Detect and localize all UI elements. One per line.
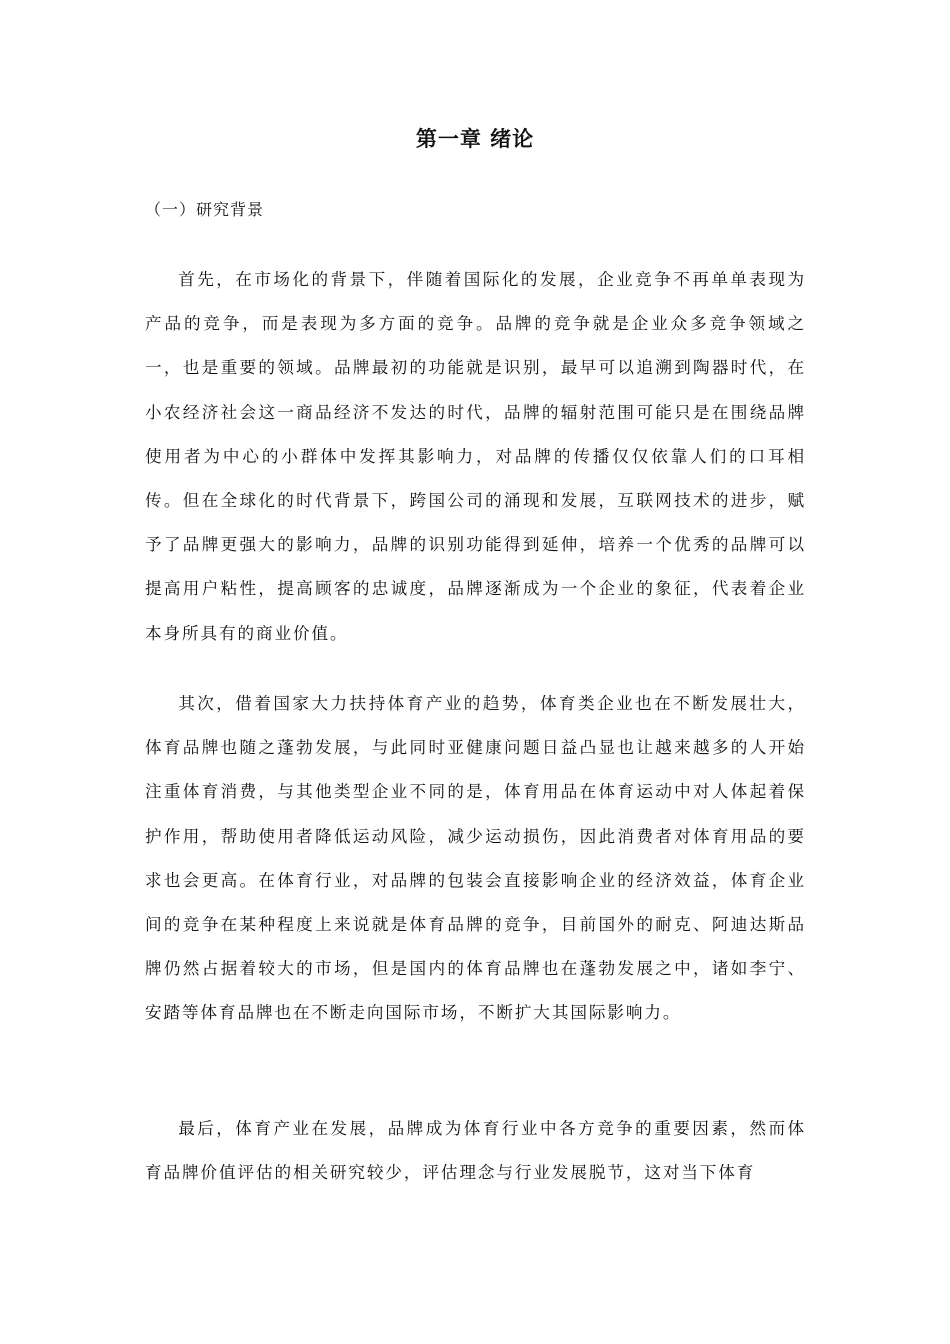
body-paragraph: 首先，在市场化的背景下，伴随着国际化的发展，企业竞争不再单单表现为产品的竞争，而是表现为多方面的竞争。品牌的竞争就是企业众多竞争领域之一，也是重要的领域。品牌最初的功能就是识别，最早可以追溯到陶器时代，在小农经济社会这一商品经济不发达的时代，品牌的辐射范围可能只是在围绕品牌使用者为中心的小群体中发挥其影响力，对品牌的传播仅仅依靠人们的口耳相传。但在全球化的时代背景下，跨国公司的涌现和发展，互联网技术的进步，赋予了品牌更强大的影响力，品牌的识别功能得到延伸，培养一个优秀的品牌可以提高用户粘性，提高顾客的忠诚度，品牌逐渐成为一个企业的象征，代表着企业本身所具有的商业价值。 [145,270,806,643]
body-paragraph: 其次，借着国家大力扶持体育产业的趋势，体育类企业也在不断发展壮大，体育品牌也随之蓬勃发展，与此同时亚健康问题日益凸显也让越来越多的人开始注重体育消费，与其他类型企业不同的是，体育用品在体育运动中对人体起着保护作用，帮助使用者降低运动风险，减少运动损伤，因此消费者对体育用品的要求也会更高。在体育行业，对品牌的包装会直接影响企业的经济效益，体育企业间的竞争在某种程度上来说就是体育品牌的竞争，目前国外的耐克、阿迪达斯品牌仍然占据着较大的市场，但是国内的体育品牌也在蓬勃发展之中，诸如李宁、安踏等体育品牌也在不断走向国际市场，不断扩大其国际影响力。 [145,694,806,1023]
section-heading: （一）研究背景 [145,200,265,219]
chapter-title: 第一章 绪论 [415,127,535,151]
body-paragraph: 最后，体育产业在发展，品牌成为体育行业中各方竞争的重要因素，然而体育品牌价值评估的相关研究较少，评估理念与行业发展脱节，这对当下体育 [145,1119,806,1183]
